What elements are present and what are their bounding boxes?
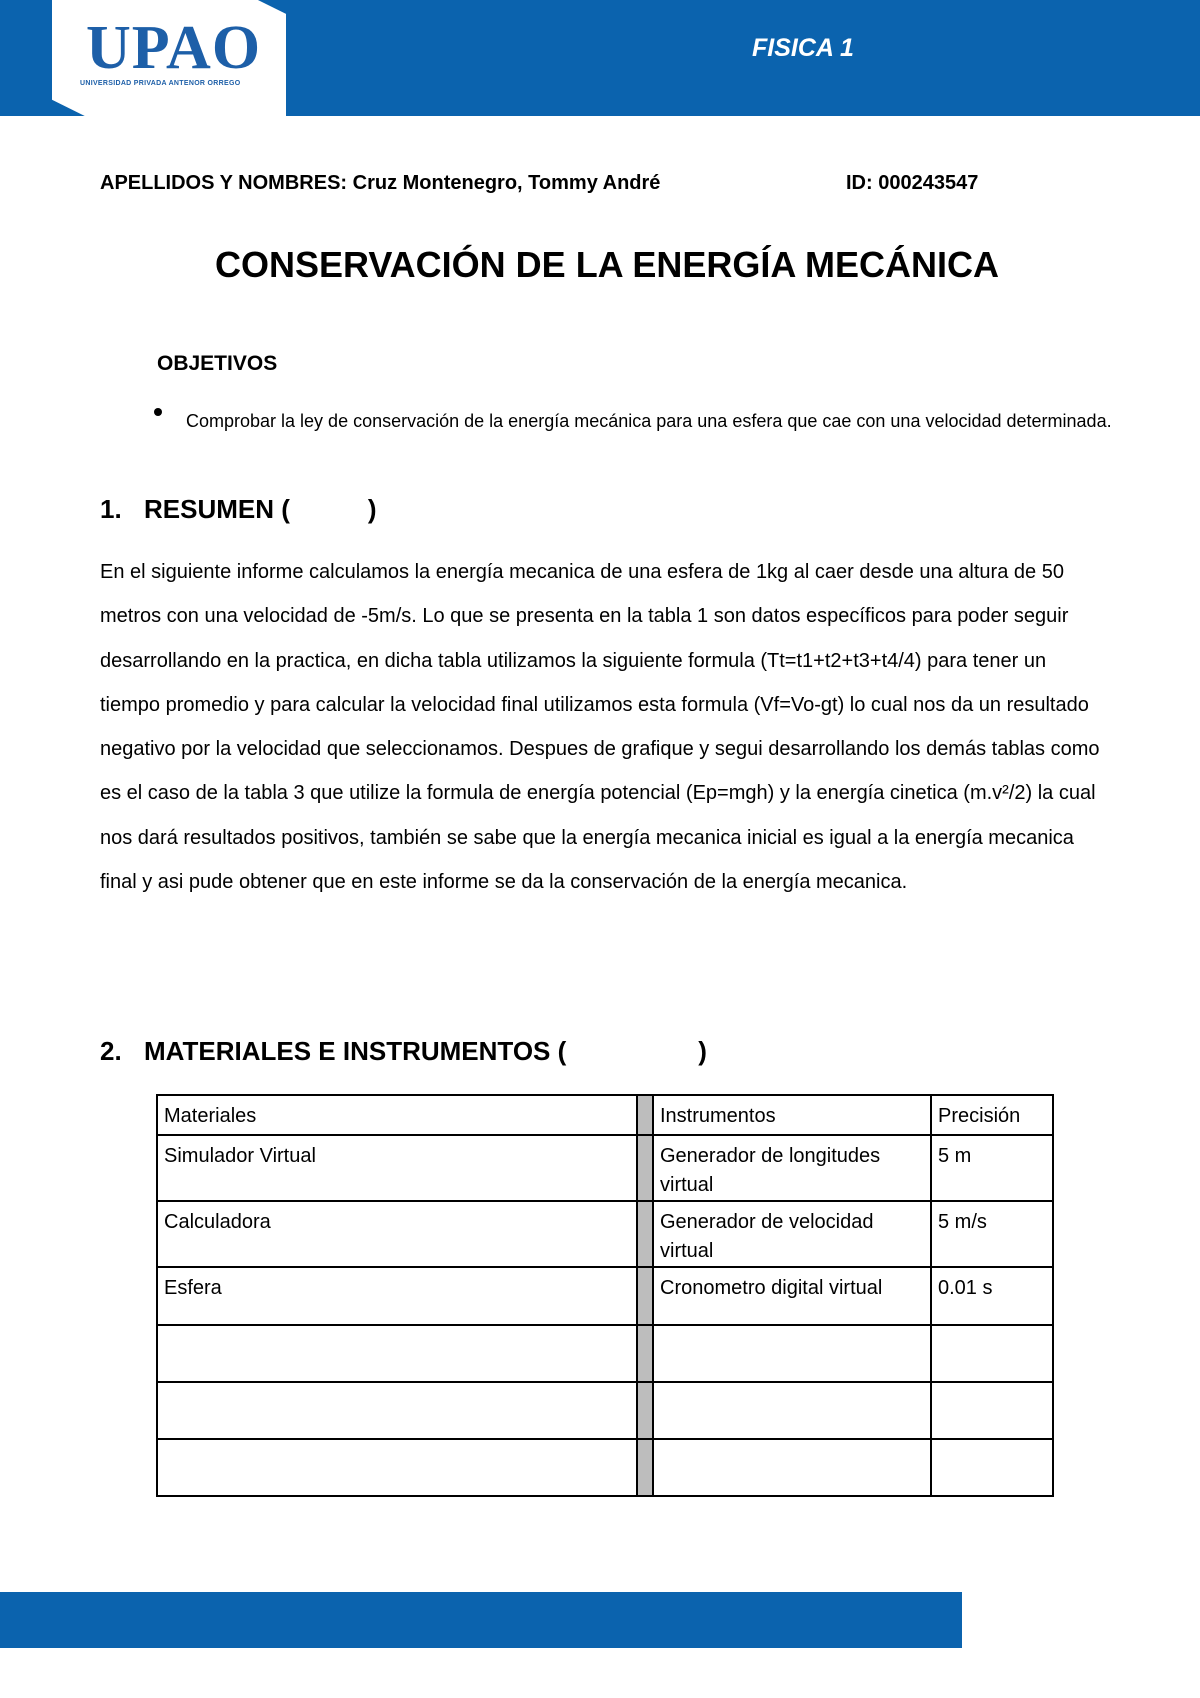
- table-row: [157, 1439, 1053, 1496]
- materials-table: [156, 1094, 1054, 1497]
- table-separator: [637, 1439, 653, 1496]
- section-close: ): [367, 494, 377, 524]
- course-title: FISICA 1: [752, 34, 854, 62]
- table-header-cell: Precisión: [931, 1095, 1053, 1135]
- footer-bar: [0, 1592, 962, 1648]
- table-header-cell: Instrumentos: [653, 1095, 931, 1135]
- table-separator: [637, 1135, 653, 1201]
- table-row: [157, 1382, 1053, 1439]
- table-cell: Simulador Virtual: [157, 1135, 637, 1201]
- student-name: APELLIDOS Y NOMBRES: Cruz Montenegro, Tommy André: [100, 172, 661, 194]
- table-separator: [637, 1382, 653, 1439]
- section-title: RESUMEN (: [144, 494, 290, 524]
- table-cell: [653, 1325, 931, 1382]
- table-row: [157, 1267, 1053, 1325]
- table-header-cell: Materiales: [157, 1095, 637, 1135]
- summary-paragraph: En el siguiente informe calculamos la energía mecanica de una esfera de 1kg al caer desde una altura de 50 metros con una velocidad de -5m/s. Lo que se presenta en la tabla 1 son datos específicos para poder seguir desarrollando en la practica, en dicha tabla utilizamos la siguiente formula (Tt=t1+t2+t3+t4/4) para tener un tiempo promedio y para calcular la velocidad final utilizamos esta formula (Vf=Vo-gt) lo cual nos da un resultado negativo por la velocidad que seleccionamos. Despues de grafique y segui desarrollando los demás tablas como es el caso de la tabla 3 que utilize la formula de energía potencial (Ep=mgh) y la energía cinetica (m.v²/2) la cual nos dará resultados positivos, también se sabe que la energía mecanica inicial es igual a la energía mecanica final y asi pude obtener que en este informe se da la conservación de la energía mecanica.: [100, 561, 1100, 894]
- table-cell: 5 m: [931, 1135, 1053, 1201]
- table-cell: [653, 1439, 931, 1496]
- logo-subtitle: UNIVERSIDAD PRIVADA ANTENOR ORREGO: [80, 80, 241, 87]
- table-header-row: [157, 1095, 1053, 1135]
- table-cell: [931, 1325, 1053, 1382]
- table-cell: [653, 1382, 931, 1439]
- table-cell: Cronometro digital virtual: [653, 1267, 931, 1325]
- section-number: 2.: [100, 1036, 122, 1066]
- student-id: ID: 000243547: [846, 172, 979, 194]
- table-separator: [637, 1095, 653, 1135]
- table-cell: 0.01 s: [931, 1267, 1053, 1325]
- table-cell: [931, 1439, 1053, 1496]
- table-cell: [931, 1382, 1053, 1439]
- table-cell: [157, 1382, 637, 1439]
- table-cell: 5 m/s: [931, 1201, 1053, 1267]
- table-cell: Calculadora: [157, 1201, 637, 1267]
- section-number: 1.: [100, 494, 122, 524]
- table-separator: [637, 1201, 653, 1267]
- objective-item: Comprobar la ley de conservación de la energía mecánica para una esfera que cae con una velocidad determinada.: [186, 411, 1112, 431]
- document-title: CONSERVACIÓN DE LA ENERGÍA MECÁNICA: [214, 244, 1000, 285]
- table-separator: [637, 1267, 653, 1325]
- table-cell: [157, 1439, 637, 1496]
- objectives-heading: OBJETIVOS: [157, 352, 278, 375]
- section-heading-materiales: [100, 1036, 707, 1067]
- logo-wordmark: UPAO: [86, 14, 262, 82]
- bullet-icon: [154, 408, 162, 416]
- table-cell: Esfera: [157, 1267, 637, 1325]
- table-cell: [157, 1325, 637, 1382]
- table-row: [157, 1325, 1053, 1382]
- section-close: ): [698, 1036, 707, 1066]
- table-row: [157, 1135, 1053, 1201]
- section-heading-resumen: [100, 494, 377, 525]
- table-cell: Generador de velocidad virtual: [653, 1201, 931, 1267]
- section-title: MATERIALES E INSTRUMENTOS (: [144, 1036, 567, 1066]
- table-cell: Generador de longitudes virtual: [653, 1135, 931, 1201]
- table-separator: [637, 1325, 653, 1382]
- table-row: [157, 1201, 1053, 1267]
